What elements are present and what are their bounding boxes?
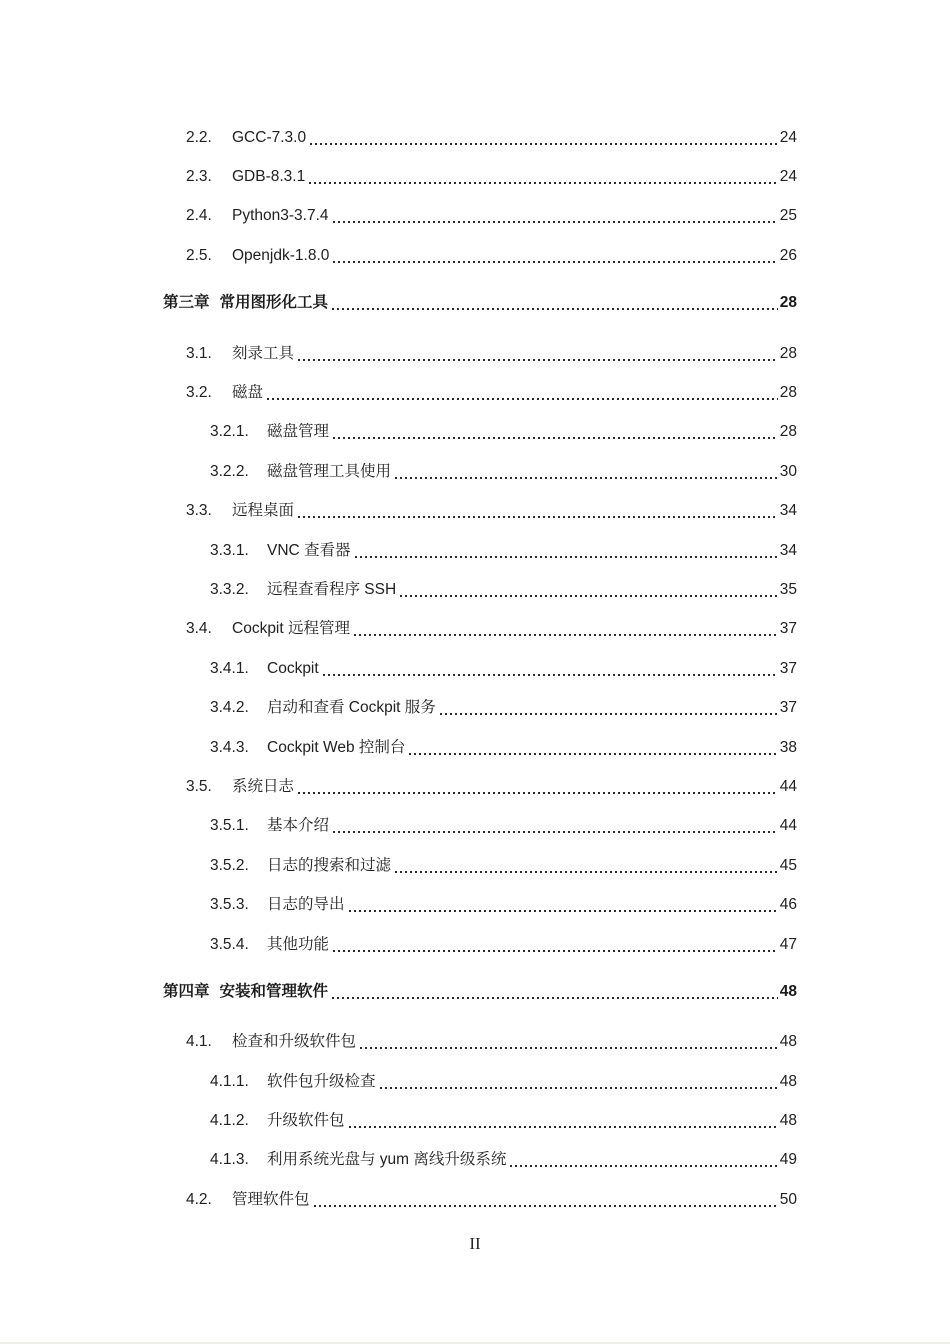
toc-entry-number: 3.5.4. (210, 935, 249, 953)
toc-entry[interactable] (163, 157, 797, 196)
toc-entry-label: 安装和管理软件 (219, 982, 329, 1000)
page-footer (0, 1234, 950, 1254)
toc-entry-page: 48 (779, 1112, 797, 1130)
toc-entry-page: 28 (779, 423, 797, 441)
toc-entry-page: 30 (779, 462, 797, 480)
toc-leader-dots (333, 831, 778, 833)
toc-entry-label: 日志的搜索和过滤 (267, 856, 392, 874)
toc-entry-label: VNC 查看器 (267, 541, 351, 559)
table-of-contents (163, 118, 797, 1220)
toc-leader-dots (395, 477, 778, 479)
toc-entry[interactable] (163, 925, 797, 964)
toc-entry-number: 3.2.2. (210, 462, 249, 480)
toc-entry-number: 3.4.3. (210, 738, 249, 756)
toc-entry[interactable] (163, 1141, 797, 1180)
toc-entry-label: 其他功能 (267, 935, 330, 953)
toc-entry-number: 3.3. (186, 502, 212, 520)
toc-entry-label: 磁盘 (232, 384, 264, 402)
toc-entry-page: 37 (779, 659, 797, 677)
toc-entry-page: 50 (779, 1190, 797, 1208)
toc-entry-page: 28 (779, 344, 797, 362)
toc-entry-number: 2.4. (186, 207, 212, 225)
toc-entry-number: 3.4.1. (210, 659, 249, 677)
toc-entry[interactable] (163, 728, 797, 767)
toc-entry-number: 第三章 (163, 294, 210, 312)
toc-entry[interactable] (163, 118, 797, 157)
toc-entry-page: 37 (779, 699, 797, 717)
toc-entry-label: 日志的导出 (267, 896, 345, 914)
toc-entry[interactable] (163, 846, 797, 885)
toc-entry[interactable] (163, 1180, 797, 1219)
toc-entry-label: GCC-7.3.0 (232, 128, 307, 146)
toc-entry-page: 37 (779, 620, 797, 638)
toc-entry-page: 48 (779, 982, 797, 1000)
toc-entry-number: 4.1.1. (210, 1072, 249, 1090)
toc-entry[interactable] (163, 1062, 797, 1101)
toc-entry-number: 3.1. (186, 344, 212, 362)
toc-entry-number: 3.3.2. (210, 580, 249, 598)
toc-entry-page: 35 (779, 580, 797, 598)
toc-leader-dots (349, 910, 778, 912)
toc-leader-dots (332, 997, 778, 999)
toc-entry-number: 3.5.2. (210, 856, 249, 874)
toc-leader-dots (360, 1047, 778, 1049)
toc-leader-dots (380, 1087, 778, 1089)
toc-leader-dots (409, 753, 777, 755)
toc-entry-label: 磁盘管理工具使用 (267, 462, 392, 480)
toc-entry-page: 49 (779, 1151, 797, 1169)
toc-leader-dots (510, 1165, 777, 1167)
toc-entry[interactable] (163, 885, 797, 924)
toc-entry-label: 检查和升级软件包 (232, 1033, 357, 1051)
toc-entry-page: 28 (779, 294, 797, 312)
toc-entry-label: 常用图形化工具 (219, 294, 329, 312)
toc-entry-page: 34 (779, 502, 797, 520)
toc-entry-label: 升级软件包 (267, 1112, 345, 1130)
toc-entry-number: 3.2. (186, 384, 212, 402)
toc-leader-dots (298, 792, 778, 794)
toc-entry-label: 基本介绍 (267, 817, 330, 835)
toc-leader-dots (354, 634, 778, 636)
toc-entry[interactable] (163, 610, 797, 649)
toc-leader-dots (400, 595, 778, 597)
toc-entry-label: 利用系统光盘与 yum 离线升级系统 (267, 1151, 507, 1169)
toc-entry-number: 3.5.1. (210, 817, 249, 835)
toc-entry[interactable] (163, 452, 797, 491)
toc-leader-dots (395, 871, 778, 873)
toc-entry-label: 系统日志 (232, 777, 295, 795)
toc-entry[interactable] (163, 1101, 797, 1140)
toc-entry-page: 26 (779, 246, 797, 264)
toc-entry-page: 24 (779, 168, 797, 186)
toc-entry-page: 48 (779, 1033, 797, 1051)
toc-leader-dots (349, 1126, 778, 1128)
toc-entry[interactable] (163, 807, 797, 846)
toc-entry-page: 34 (779, 541, 797, 559)
toc-entry-number: 4.1. (186, 1033, 212, 1051)
toc-entry-page: 47 (779, 935, 797, 953)
toc-entry[interactable] (163, 972, 797, 1011)
toc-entry-label: Cockpit 远程管理 (232, 620, 350, 638)
toc-leader-dots (323, 674, 778, 676)
toc-entry[interactable] (163, 570, 797, 609)
toc-leader-dots (333, 950, 778, 952)
toc-entry-label: 远程桌面 (232, 502, 295, 520)
toc-entry-page: 45 (779, 856, 797, 874)
toc-entry-number: 2.5. (186, 246, 212, 264)
toc-entry-label: Openjdk-1.8.0 (232, 246, 330, 264)
toc-entry[interactable] (163, 413, 797, 452)
toc-leader-dots (355, 556, 778, 558)
toc-entry-page: 46 (779, 896, 797, 914)
toc-entry[interactable] (163, 531, 797, 570)
toc-entry[interactable] (163, 688, 797, 727)
toc-entry-label: 软件包升级检查 (267, 1072, 376, 1090)
toc-entry-label: Cockpit Web 控制台 (267, 738, 406, 756)
toc-entry-label: 管理软件包 (232, 1190, 310, 1208)
toc-leader-dots (333, 221, 778, 223)
toc-entry-page: 38 (779, 738, 797, 756)
toc-entry-number: 3.4.2. (210, 699, 249, 717)
toc-entry-number: 3.2.1. (210, 423, 249, 441)
toc-entry-label: GDB-8.3.1 (232, 168, 306, 186)
toc-leader-dots (333, 261, 777, 263)
toc-entry[interactable] (163, 284, 797, 323)
toc-leader-dots (333, 437, 778, 439)
toc-leader-dots (332, 308, 778, 310)
toc-entry-page: 28 (779, 384, 797, 402)
toc-entry[interactable] (163, 1023, 797, 1062)
toc-entry-label: 远程查看程序 SSH (267, 580, 397, 598)
toc-leader-dots (267, 398, 778, 400)
toc-entry-label: Python3-3.7.4 (232, 207, 329, 225)
toc-leader-dots (298, 516, 778, 518)
toc-entry-number: 2.3. (186, 168, 212, 186)
toc-entry-label: Cockpit (267, 659, 319, 677)
toc-entry[interactable] (163, 492, 797, 531)
toc-entry-number: 3.4. (186, 620, 212, 638)
toc-entry-number: 3.5.3. (210, 896, 249, 914)
toc-entry[interactable] (163, 649, 797, 688)
toc-entry-page: 24 (779, 128, 797, 146)
toc-leader-dots (314, 1205, 778, 1207)
toc-entry-page: 44 (779, 777, 797, 795)
toc-leader-dots (310, 143, 778, 145)
toc-entry-label: 刻录工具 (232, 344, 295, 362)
toc-entry[interactable] (163, 767, 797, 806)
toc-entry-page: 48 (779, 1072, 797, 1090)
toc-entry[interactable] (163, 334, 797, 373)
toc-entry-number: 4.1.2. (210, 1112, 249, 1130)
toc-entry-number: 第四章 (163, 982, 210, 1000)
toc-leader-dots (309, 182, 778, 184)
toc-leader-dots (298, 359, 778, 361)
toc-entry-number: 2.2. (186, 128, 212, 146)
page-number: II (469, 1234, 481, 1253)
toc-leader-dots (440, 713, 778, 715)
toc-entry-page: 44 (779, 817, 797, 835)
toc-entry-number: 3.3.1. (210, 541, 249, 559)
toc-entry-page: 25 (779, 207, 797, 225)
toc-entry-number: 4.2. (186, 1190, 212, 1208)
toc-entry[interactable] (163, 197, 797, 236)
toc-entry-label: 启动和查看 Cockpit 服务 (267, 699, 436, 717)
toc-entry-number: 4.1.3. (210, 1151, 249, 1169)
toc-entry-label: 磁盘管理 (267, 423, 330, 441)
toc-entry-number: 3.5. (186, 777, 212, 795)
toc-entry[interactable] (163, 373, 797, 412)
toc-entry[interactable] (163, 236, 797, 275)
